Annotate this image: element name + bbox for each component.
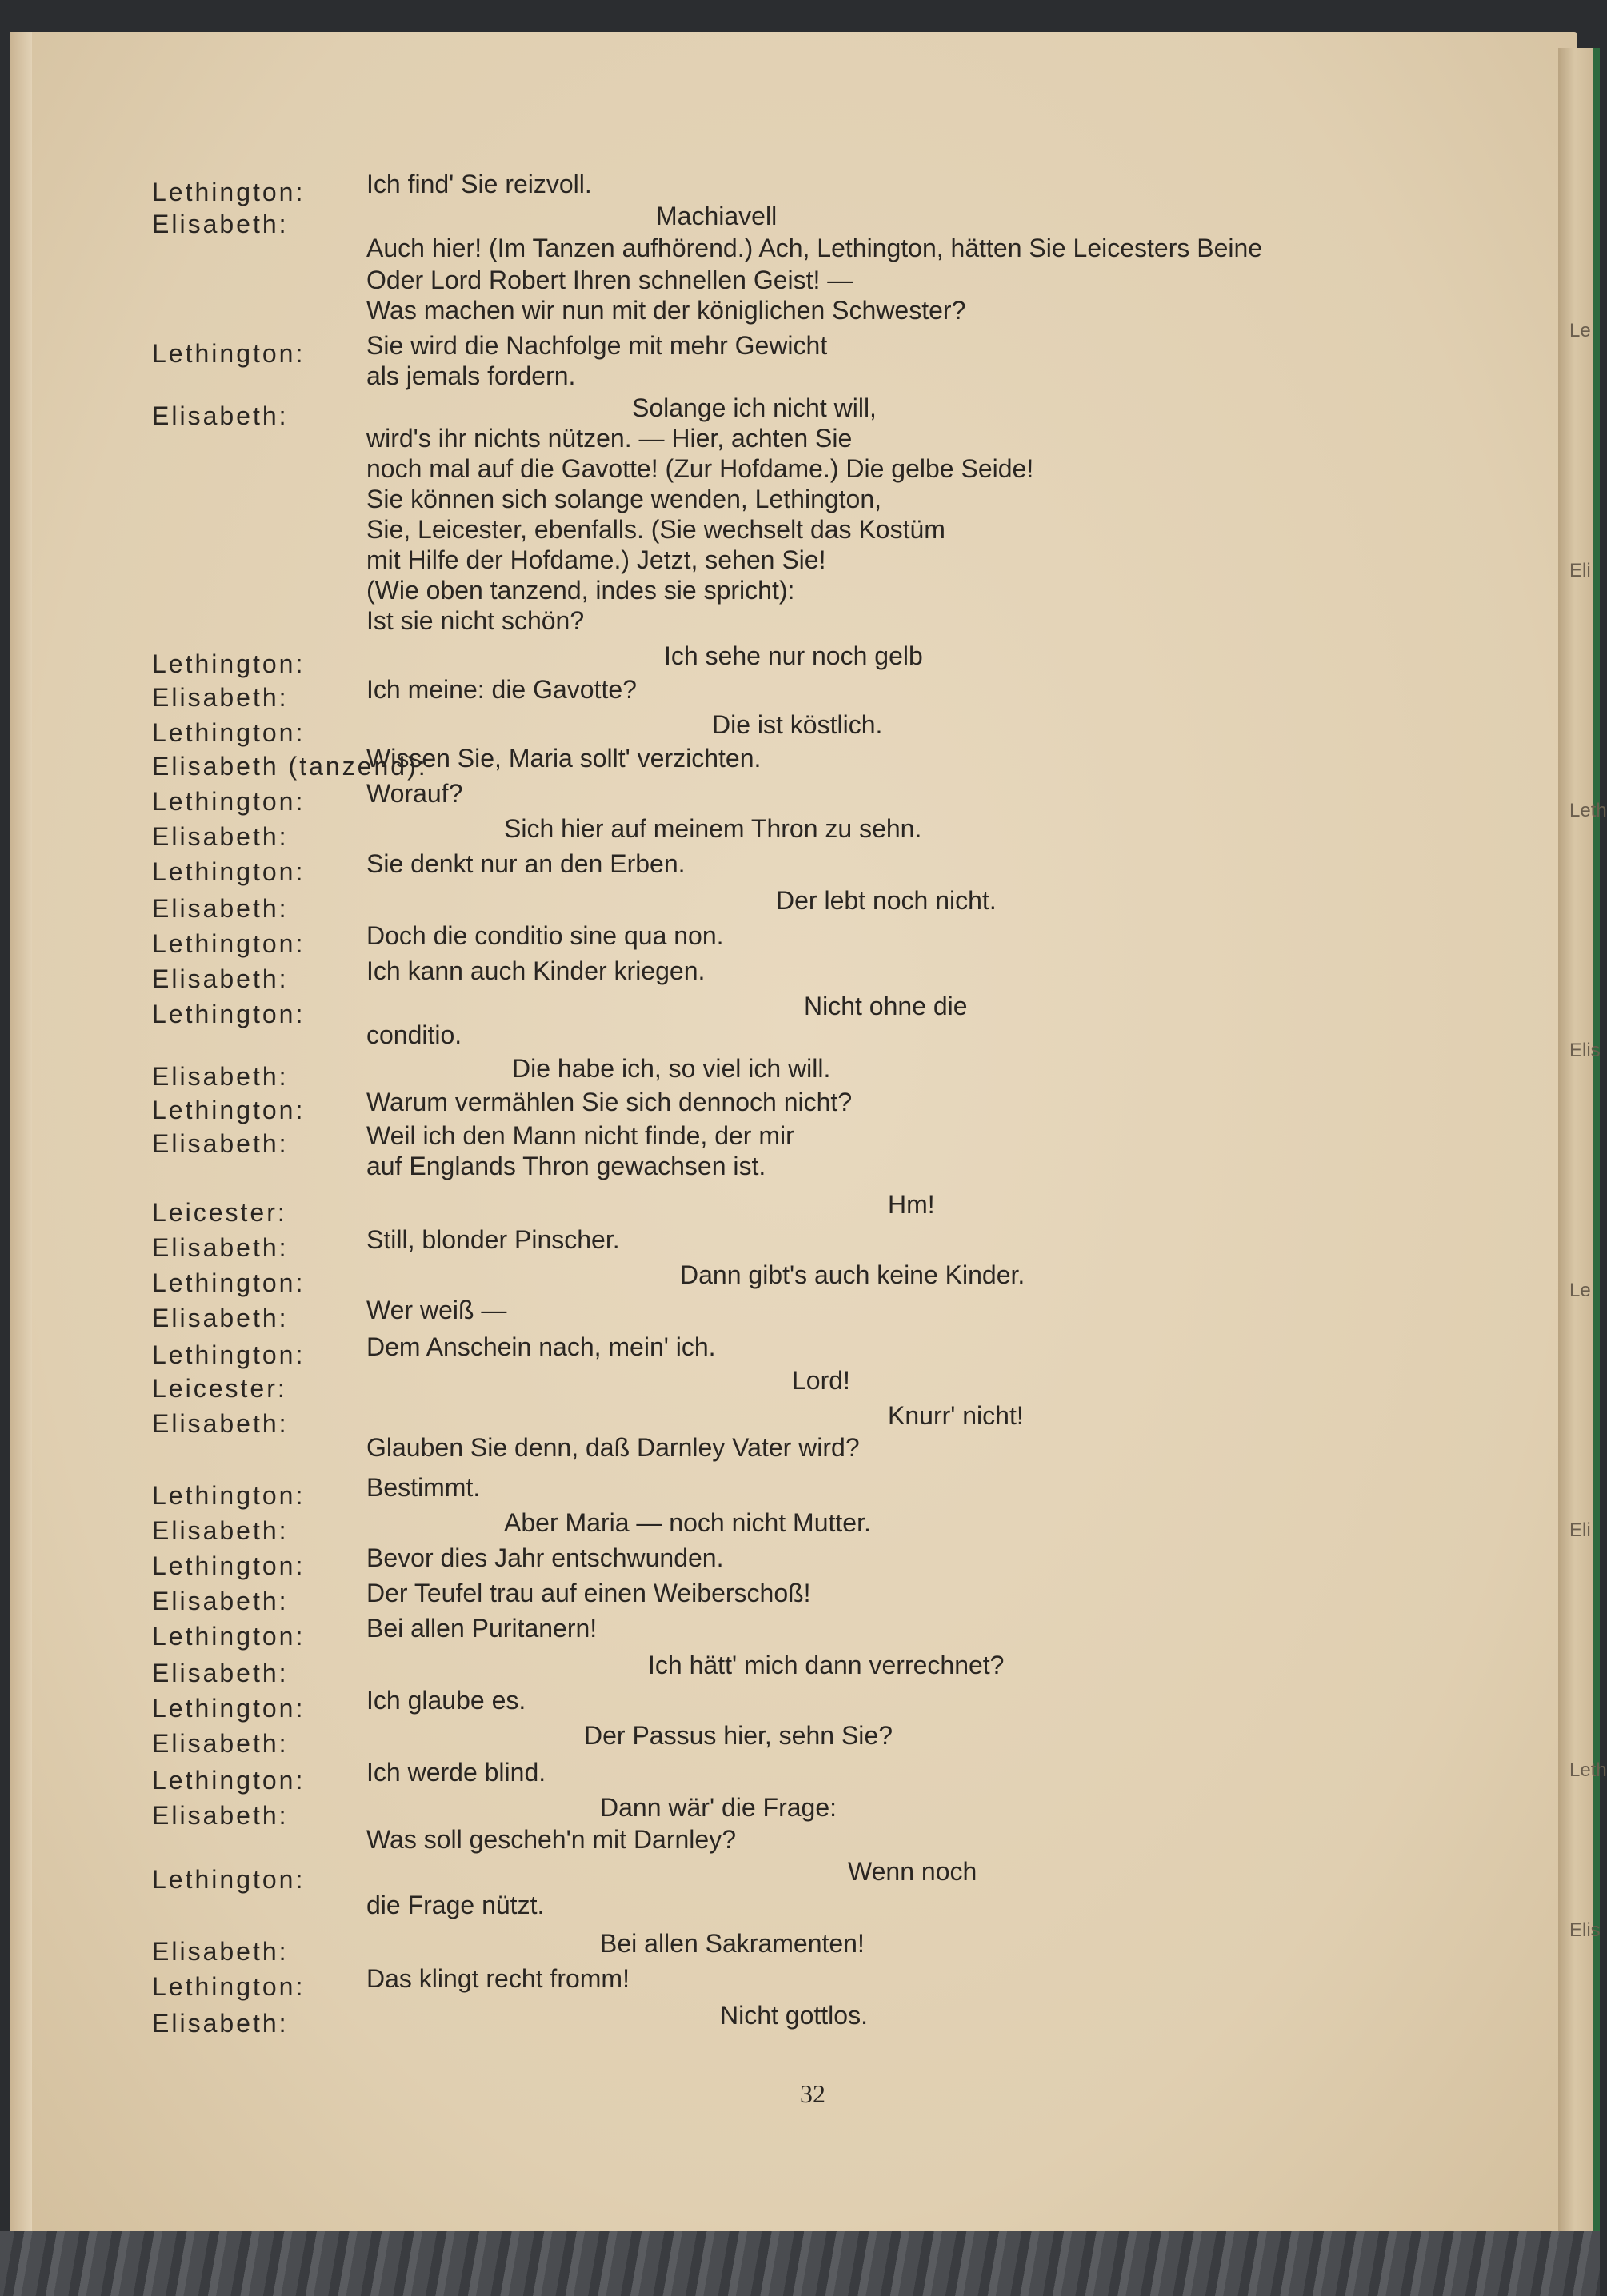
- dialogue-text: Oder Lord Robert Ihren schnellen Geist! —: [366, 266, 853, 294]
- dialogue-text: Was machen wir nun mit der königlichen Schwester?: [366, 296, 966, 325]
- dialogue-text: Ich meine: die Gavotte?: [366, 675, 637, 704]
- page-number: 32: [800, 2079, 825, 2108]
- dialogue-text: Was soll gescheh'n mit Darnley?: [366, 1825, 736, 1854]
- dialogue-text: Wenn noch: [848, 1857, 977, 1886]
- dialogue-text: Weil ich den Mann nicht finde, der mir: [366, 1121, 794, 1150]
- speaker-name: Lethington:: [152, 178, 306, 206]
- speaker-name: Elisabeth:: [152, 1587, 289, 1615]
- speaker-name: Lethington:: [152, 1694, 306, 1723]
- speaker-name: Lethington:: [152, 1551, 306, 1580]
- speaker-name: Lethington:: [152, 718, 306, 747]
- dialogue-text: Ich werde blind.: [366, 1758, 546, 1787]
- next-page-fragment: Eli: [1569, 1519, 1591, 1541]
- dialogue-text: als jemals fordern.: [366, 361, 576, 390]
- speaker-name: Elisabeth:: [152, 1801, 289, 1830]
- next-page-fragment: Le: [1569, 320, 1591, 341]
- dialogue-text: Ist sie nicht schön?: [366, 606, 585, 635]
- dialogue-text: (Wie oben tanzend, indes sie spricht):: [366, 576, 795, 605]
- dialogue-text: Der lebt noch nicht.: [776, 886, 997, 915]
- speaker-name: Lethington:: [152, 1096, 306, 1124]
- speaker-name: Elisabeth:: [152, 964, 289, 993]
- speaker-name: Lethington:: [152, 929, 306, 958]
- speaker-name: Lethington:: [152, 1000, 306, 1028]
- dialogue-text: Warum vermählen Sie sich dennoch nicht?: [366, 1088, 853, 1116]
- speaker-name: Elisabeth:: [152, 1659, 289, 1687]
- dialogue-text: Machiavell: [656, 202, 778, 230]
- dialogue-text: mit Hilfe der Hofdame.) Jetzt, sehen Sie!: [366, 545, 826, 574]
- speaker-name: Elisabeth:: [152, 1233, 289, 1262]
- dialogue-text: Glauben Sie denn, daß Darnley Vater wird?: [366, 1433, 860, 1462]
- next-page-fragment: Elis: [1569, 1040, 1601, 1061]
- speaker-name: Lethington:: [152, 1972, 306, 2001]
- speaker-name: Leicester:: [152, 1374, 287, 1403]
- dialogue-text: Sie wird die Nachfolge mit mehr Gewicht: [366, 331, 828, 360]
- dialogue-text: Sie denkt nur an den Erben.: [366, 849, 686, 878]
- speaker-name: Lethington:: [152, 1766, 306, 1795]
- dialogue-text: Solange ich nicht will,: [632, 393, 877, 422]
- dialogue-text: Sich hier auf meinem Thron zu sehn.: [504, 814, 922, 843]
- book-cover-cloth: [0, 2231, 1600, 2296]
- dialogue-text: Das klingt recht fromm!: [366, 1964, 630, 1993]
- dialogue-text: Hm!: [888, 1190, 935, 1219]
- speaker-name: Elisabeth:: [152, 822, 289, 851]
- dialogue-text: Dann gibt's auch keine Kinder.: [680, 1260, 1025, 1289]
- dialogue-text: Doch die conditio sine qua non.: [366, 921, 724, 950]
- dialogue-text: wird's ihr nichts nützen. — Hier, achten Sie: [366, 424, 853, 453]
- dialogue-text: noch mal auf die Gavotte! (Zur Hofdame.) Die gelbe Seide!: [366, 454, 1034, 483]
- dialogue-text: Bevor dies Jahr entschwunden.: [366, 1543, 724, 1572]
- dialogue-text: Ich hätt' mich dann verrechnet?: [648, 1651, 1005, 1679]
- speaker-name: Lethington:: [152, 787, 306, 816]
- dialogue-text: Der Passus hier, sehn Sie?: [584, 1721, 893, 1750]
- speaker-name: Lethington:: [152, 339, 306, 368]
- dialogue-text: Nicht gottlos.: [720, 2001, 868, 2030]
- dialogue-text: Wissen Sie, Maria sollt' verzichten.: [366, 744, 762, 773]
- next-page-fragment: Leth: [1569, 1759, 1607, 1781]
- next-page-fragment: Eli: [1569, 560, 1591, 581]
- speaker-name: Elisabeth:: [152, 401, 289, 430]
- speaker-name: Elisabeth:: [152, 1409, 289, 1438]
- page-edge: [10, 32, 32, 2233]
- dialogue-text: Still, blonder Pinscher.: [366, 1225, 620, 1254]
- dialogue-text: Bestimmt.: [366, 1473, 481, 1502]
- dialogue-text: Nicht ohne die: [804, 992, 968, 1020]
- speaker-name: Elisabeth:: [152, 1129, 289, 1158]
- dialogue-text: Sie können sich solange wenden, Lethington,: [366, 485, 882, 513]
- next-page-fragment: Leth: [1569, 800, 1607, 821]
- cover-edge: [1593, 48, 1600, 2239]
- speaker-name: Lethington:: [152, 1622, 306, 1651]
- speaker-name: Lethington:: [152, 649, 306, 678]
- speaker-name: Elisabeth:: [152, 1516, 289, 1545]
- speaker-name: Lethington:: [152, 1865, 306, 1894]
- speaker-name: Elisabeth:: [152, 683, 289, 712]
- dialogue-text: Bei allen Sakramenten!: [600, 1929, 865, 1958]
- dialogue-text: conditio.: [366, 1020, 462, 1049]
- dialogue-text: auf Englands Thron gewachsen ist.: [366, 1152, 766, 1180]
- dialogue-text: Knurr' nicht!: [888, 1401, 1024, 1430]
- dialogue-text: Dem Anschein nach, mein' ich.: [366, 1332, 716, 1361]
- dialogue-text: Die ist köstlich.: [712, 710, 883, 739]
- dialogue-text: Ich sehe nur noch gelb: [664, 641, 923, 670]
- speaker-name: Elisabeth:: [152, 1937, 289, 1966]
- speaker-name: Elisabeth:: [152, 1062, 289, 1091]
- dialogue-text: Bei allen Puritanern!: [366, 1614, 598, 1643]
- speaker-name: Lethington:: [152, 1481, 306, 1510]
- speaker-name: Elisabeth:: [152, 894, 289, 923]
- dialogue-text: Dann wär' die Frage:: [600, 1793, 837, 1822]
- next-page-fragment: Elis: [1569, 1919, 1601, 1941]
- dialogue-text: die Frage nützt.: [366, 1891, 545, 1919]
- dialogue-text: Worauf?: [366, 779, 463, 808]
- dialogue-text: Ich find' Sie reizvoll.: [366, 170, 592, 198]
- dialogue-text: Ich glaube es.: [366, 1686, 526, 1715]
- speaker-name: Elisabeth (tanzend):: [152, 752, 428, 781]
- speaker-name: Leicester:: [152, 1198, 287, 1227]
- speaker-name: Elisabeth:: [152, 2009, 289, 2038]
- speaker-name: Elisabeth:: [152, 1304, 289, 1332]
- speaker-name: Lethington:: [152, 857, 306, 886]
- dialogue-text: Wer weiß —: [366, 1296, 507, 1324]
- dialogue-text: Ich kann auch Kinder kriegen.: [366, 956, 706, 985]
- speaker-name: Elisabeth:: [152, 1729, 289, 1758]
- dialogue-text: Lord!: [792, 1366, 850, 1395]
- next-page-fragment: Le: [1569, 1280, 1591, 1301]
- dialogue-text: Aber Maria — noch nicht Mutter.: [504, 1508, 871, 1537]
- speaker-name: Lethington:: [152, 1268, 306, 1297]
- dialogue-text: Sie, Leicester, ebenfalls. (Sie wechselt das Kostüm: [366, 515, 945, 544]
- dialogue-text: Auch hier! (Im Tanzen aufhörend.) Ach, Lethington, hätten Sie Leicesters Beine: [366, 234, 1263, 262]
- speaker-name: Lethington:: [152, 1340, 306, 1369]
- speaker-name: Elisabeth:: [152, 210, 289, 238]
- dialogue-text: Der Teufel trau auf einen Weiberschoß!: [366, 1579, 811, 1607]
- dialogue-text: Die habe ich, so viel ich will.: [512, 1054, 831, 1083]
